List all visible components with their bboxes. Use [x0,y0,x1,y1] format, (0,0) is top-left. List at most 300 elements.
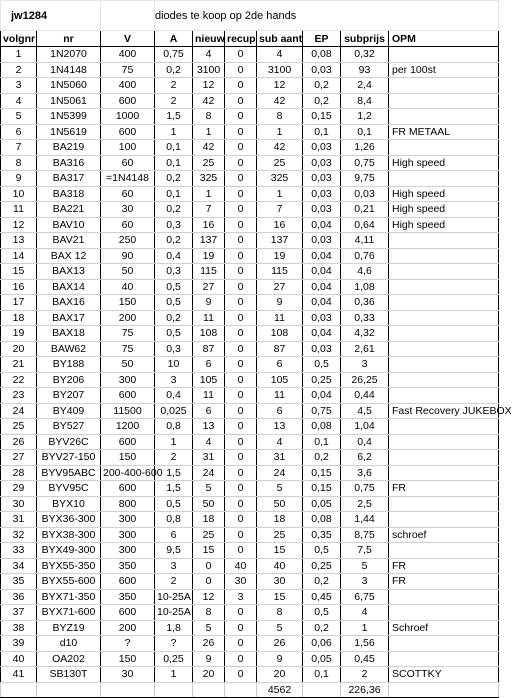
cell-nieuw: 0 [193,574,225,590]
cell-ep: 0,03 [303,155,341,171]
cell-volgnr: 35 [1,574,37,590]
cell-subprijs: 5 [341,558,389,574]
cell-a: 0,5 [155,326,193,342]
table-row [1,93,499,109]
cell-ep: 0,04 [303,217,341,233]
cell-sub-aant: 105 [257,372,303,388]
cell-opm [389,47,499,63]
cell-sub-aant: 25 [257,155,303,171]
cell-nieuw: 11 [193,310,225,326]
table-row [1,357,499,373]
cell-opm: FR [389,574,499,590]
cell-opm [389,357,499,373]
table-row [1,481,499,497]
cell-nr: OA202 [37,651,101,667]
cell-ep: 0,5 [303,357,341,373]
cell-nieuw: 25 [193,155,225,171]
cell-nieuw: 0 [193,558,225,574]
table-row [1,248,499,264]
cell-volgnr: 13 [1,233,37,249]
cell-sub-aant: 20 [257,667,303,683]
cell-volgnr: 12 [1,217,37,233]
totals-row [1,682,499,698]
table-row [1,264,499,280]
cell-subprijs: 0,4 [341,434,389,450]
cell-ep: 0,35 [303,527,341,543]
header-volgnr: volgnr [1,31,37,47]
table-row [1,140,499,156]
cell-nieuw: 11 [193,388,225,404]
cell-nr: 1N4148 [37,62,101,78]
cell-recup: 0 [225,481,257,497]
cell-volgnr: 6 [1,124,37,140]
cell-recup: 0 [225,186,257,202]
cell-subprijs: 7,5 [341,543,389,559]
cell-sub-aant: 15 [257,589,303,605]
header-subprijs: subprijs [341,31,389,47]
cell-volgnr: 15 [1,264,37,280]
cell-a: 10-25A [155,589,193,605]
cell-ep: 0,1 [303,434,341,450]
cell-opm: FR [389,558,499,574]
cell-volgnr: 41 [1,667,37,683]
cell-opm: per 100st [389,62,499,78]
cell-volgnr: 31 [1,512,37,528]
cell-v: 150 [101,651,155,667]
cell-sub-aant: 30 [257,574,303,590]
cell-ep: 0,2 [303,620,341,636]
cell-volgnr: 32 [1,527,37,543]
cell-v: =1N4148 [101,171,155,187]
table-row [1,295,499,311]
cell-a: 2 [155,574,193,590]
cell-opm: High speed [389,186,499,202]
cell-sub-aant: 16 [257,217,303,233]
cell-ep: 0,2 [303,450,341,466]
cell-volgnr: 40 [1,651,37,667]
cell-a: 1 [155,667,193,683]
cell-sub-aant: 50 [257,496,303,512]
table-row [1,310,499,326]
table-row [1,279,499,295]
cell-v: 75 [101,341,155,357]
cell-sub-aant: 325 [257,171,303,187]
cell-nieuw: 20 [193,667,225,683]
cell-sub-aant: 1 [257,186,303,202]
cell-sub-aant: 26 [257,636,303,652]
cell-sub-aant: 13 [257,419,303,435]
cell-nr: BYX38-300 [37,527,101,543]
table-row [1,109,499,125]
cell-opm [389,248,499,264]
cell-sub-aant: 25 [257,527,303,543]
cell-nieuw: 87 [193,341,225,357]
cell-v: 200 [101,310,155,326]
cell-a: 0,1 [155,155,193,171]
cell-subprijs: 0,45 [341,651,389,667]
cell-subprijs: 2,4 [341,78,389,94]
cell-nieuw: 5 [193,481,225,497]
cell-nieuw: 13 [193,419,225,435]
cell-v: 60 [101,217,155,233]
cell-volgnr: 10 [1,186,37,202]
cell-recup: 0 [225,124,257,140]
cell-subprijs: 0,76 [341,248,389,264]
cell-nr: BA221 [37,202,101,218]
table-row [1,326,499,342]
cell-subprijs: 3 [341,574,389,590]
cell-recup: 0 [225,140,257,156]
cell-sub-aant: 5 [257,481,303,497]
cell-nieuw: 9 [193,295,225,311]
cell-nr: BYX10 [37,496,101,512]
table-row [1,527,499,543]
cell-v: 400 [101,47,155,63]
cell-a: 3 [155,372,193,388]
cell-nieuw: 115 [193,264,225,280]
cell-subprijs: 4 [341,605,389,621]
cell-sub-aant: 27 [257,279,303,295]
cell-nr: BY207 [37,388,101,404]
table-row [1,512,499,528]
cell-subprijs: 4,6 [341,264,389,280]
cell-sub-aant: 5 [257,620,303,636]
cell-subprijs: 9,75 [341,171,389,187]
cell-v: 90 [101,248,155,264]
header-sub-aant: sub aant [257,31,303,47]
cell-subprijs: 1,44 [341,512,389,528]
cell-recup: 0 [225,62,257,78]
cell-opm [389,326,499,342]
cell-recup: 0 [225,419,257,435]
cell-opm [389,93,499,109]
cell-subprijs: 2 [341,667,389,683]
cell-recup: 0 [225,47,257,63]
cell-nieuw: 4 [193,434,225,450]
cell-sub-aant: 8 [257,109,303,125]
cell-ep: 0,03 [303,186,341,202]
cell-nieuw: 5 [193,620,225,636]
cell-nr: BA316 [37,155,101,171]
table-row [1,155,499,171]
cell-a: 0,4 [155,248,193,264]
cell-sub-aant: 15 [257,543,303,559]
table-row [1,78,499,94]
cell-recup: 0 [225,512,257,528]
cell-a: 0,1 [155,186,193,202]
cell-sub-aant: 4 [257,434,303,450]
cell-sub-aant: 9 [257,651,303,667]
cell-recup: 0 [225,109,257,125]
header-v: V [101,31,155,47]
cell-nieuw: 19 [193,248,225,264]
header-ep: EP [303,31,341,47]
cell-volgnr: 4 [1,93,37,109]
cell-volgnr: 23 [1,388,37,404]
cell-nieuw: 50 [193,496,225,512]
table-row [1,124,499,140]
table-row [1,465,499,481]
cell-nieuw: 12 [193,589,225,605]
cell-subprijs: 0,44 [341,388,389,404]
cell-nr: BYX55-350 [37,558,101,574]
cell-nr: BAX16 [37,295,101,311]
cell-nieuw: 6 [193,357,225,373]
cell-sub-aant: 6 [257,357,303,373]
cell-ep: 0,15 [303,465,341,481]
cell-recup: 0 [225,651,257,667]
cell-nieuw: 42 [193,93,225,109]
sheet-title: jw1284 [1,1,101,31]
cell-a: 10-25A [155,605,193,621]
cell-ep: 0,04 [303,326,341,342]
cell-sub-aant: 11 [257,310,303,326]
cell-v: 300 [101,543,155,559]
cell-opm: FR [389,481,499,497]
cell-a: ? [155,636,193,652]
cell-sub-aant: 42 [257,140,303,156]
cell-nieuw: 15 [193,543,225,559]
cell-subprijs: 0,75 [341,481,389,497]
cell-recup: 0 [225,155,257,171]
cell-v: 250 [101,233,155,249]
cell-volgnr: 11 [1,202,37,218]
cell-nieuw: 31 [193,450,225,466]
cell-recup: 0 [225,279,257,295]
cell-ep: 0,04 [303,264,341,280]
cell-recup: 0 [225,372,257,388]
cell-nr: BYV26C [37,434,101,450]
cell-v: 800 [101,496,155,512]
cell-a: 0,025 [155,403,193,419]
cell-ep: 0,08 [303,419,341,435]
cell-recup: 40 [225,558,257,574]
table-row [1,543,499,559]
cell-v: 200 [101,620,155,636]
cell-subprijs: 0,03 [341,186,389,202]
cell-nr: 1N2070 [37,47,101,63]
cell-opm [389,295,499,311]
cell-ep: 0,03 [303,140,341,156]
cell-subprijs: 1,08 [341,279,389,295]
table-row [1,450,499,466]
cell-volgnr: 3 [1,78,37,94]
header-nieuw: nieuw [193,31,225,47]
table-row [1,496,499,512]
cell-ep: 0,5 [303,605,341,621]
header-row [1,31,499,47]
table-row [1,186,499,202]
cell-a: 2 [155,78,193,94]
cell-nr: BA219 [37,140,101,156]
cell-recup: 0 [225,217,257,233]
cell-nr: d10 [37,636,101,652]
cell-ep: 0,06 [303,636,341,652]
cell-nieuw: 105 [193,372,225,388]
cell-recup: 0 [225,450,257,466]
table-row [1,341,499,357]
cell-ep: 0,25 [303,558,341,574]
header-recup: recup [225,31,257,47]
cell-nieuw: 6 [193,403,225,419]
cell-opm: FR METAAL [389,124,499,140]
cell-nieuw: 8 [193,605,225,621]
cell-nr: 1N5061 [37,93,101,109]
cell-recup: 0 [225,202,257,218]
cell-ep: 0,05 [303,496,341,512]
cell-subprijs: 8,4 [341,93,389,109]
cell-volgnr: 25 [1,419,37,435]
cell-v: 1000 [101,109,155,125]
cell-v: 600 [101,605,155,621]
cell-opm [389,636,499,652]
cell-recup: 0 [225,543,257,559]
cell-v: 350 [101,589,155,605]
table-row [1,62,499,78]
cell-opm [389,264,499,280]
cell-sub-aant: 3100 [257,62,303,78]
cell-nieuw: 24 [193,465,225,481]
cell-recup: 0 [225,326,257,342]
cell-volgnr: 1 [1,47,37,63]
cell-recup: 0 [225,248,257,264]
cell-v: 400 [101,78,155,94]
cell-subprijs: 1,56 [341,636,389,652]
cell-ep: 0,75 [303,403,341,419]
title-row [1,1,499,31]
cell-nieuw: 1 [193,124,225,140]
cell-v: 300 [101,512,155,528]
cell-a: 1,5 [155,465,193,481]
cell-opm [389,372,499,388]
cell-subprijs: 0,32 [341,47,389,63]
cell-opm [389,543,499,559]
cell-nr: BY527 [37,419,101,435]
cell-opm [389,310,499,326]
cell-a: 0,5 [155,279,193,295]
cell-a: 0,3 [155,217,193,233]
cell-nr: BYX71-600 [37,605,101,621]
table-row [1,171,499,187]
cell-nieuw: 18 [193,512,225,528]
cell-subprijs: 1,2 [341,109,389,125]
cell-volgnr: 28 [1,465,37,481]
cell-sub-aant: 8 [257,605,303,621]
cell-a: 0,4 [155,388,193,404]
table-row [1,558,499,574]
cell-a: 0,8 [155,419,193,435]
cell-opm [389,109,499,125]
cell-volgnr: 2 [1,62,37,78]
cell-v: 50 [101,264,155,280]
cell-volgnr: 30 [1,496,37,512]
cell-subprijs: 0,33 [341,310,389,326]
cell-a: 0,2 [155,202,193,218]
cell-v: 600 [101,388,155,404]
cell-nieuw: 1 [193,186,225,202]
cell-nr: SB130T [37,667,101,683]
cell-a: 0,8 [155,512,193,528]
cell-sub-aant: 11 [257,388,303,404]
cell-v: 40 [101,279,155,295]
table-row [1,233,499,249]
cell-recup: 0 [225,636,257,652]
cell-nr: BAX18 [37,326,101,342]
cell-subprijs: 1,04 [341,419,389,435]
sheet-subtitle: diodes te koop op 2de hands [155,1,499,31]
table-row [1,667,499,683]
cell-nr: BY409 [37,403,101,419]
cell-opm [389,496,499,512]
cell-subprijs: 3,6 [341,465,389,481]
cell-nieuw: 27 [193,279,225,295]
cell-recup: 0 [225,620,257,636]
cell-subprijs: 6,2 [341,450,389,466]
table-row [1,620,499,636]
cell-sub-aant: 18 [257,512,303,528]
cell-subprijs: 0,21 [341,202,389,218]
total-sub-aant: 4562 [257,682,303,698]
table-row [1,574,499,590]
cell-subprijs: 6,75 [341,589,389,605]
cell-nieuw: 7 [193,202,225,218]
table-row [1,217,499,233]
cell-nieuw: 325 [193,171,225,187]
cell-nr: BA318 [37,186,101,202]
cell-opm [389,171,499,187]
cell-nr: BYV95C [37,481,101,497]
cell-a: 0,2 [155,233,193,249]
cell-a: 1 [155,124,193,140]
cell-nr: BAV10 [37,217,101,233]
cell-v: 50 [101,357,155,373]
cell-nieuw: 12 [193,78,225,94]
cell-nr: BYX55-600 [37,574,101,590]
cell-subprijs: 93 [341,62,389,78]
cell-volgnr: 21 [1,357,37,373]
cell-v: 60 [101,155,155,171]
cell-volgnr: 18 [1,310,37,326]
total-subprijs: 226,36 [341,682,389,698]
table-body [1,47,512,683]
cell-nr: BY188 [37,357,101,373]
cell-v: 30 [101,202,155,218]
cell-opm: High speed [389,217,499,233]
cell-ep: 0,04 [303,388,341,404]
cell-a: 2 [155,93,193,109]
cell-volgnr: 33 [1,543,37,559]
cell-ep: 0,03 [303,202,341,218]
cell-recup: 0 [225,496,257,512]
cell-a: 9,5 [155,543,193,559]
cell-subprijs: 2,61 [341,341,389,357]
cell-ep: 0,03 [303,62,341,78]
header-nr: nr [37,31,101,47]
table-row [1,651,499,667]
cell-volgnr: 29 [1,481,37,497]
cell-ep: 0,15 [303,109,341,125]
cell-a: 1,8 [155,620,193,636]
cell-volgnr: 39 [1,636,37,652]
table-row [1,636,499,652]
cell-opm: High speed [389,202,499,218]
cell-ep: 0,04 [303,248,341,264]
cell-volgnr: 20 [1,341,37,357]
cell-a: 2 [155,450,193,466]
cell-volgnr: 17 [1,295,37,311]
cell-nr: BYX49-300 [37,543,101,559]
cell-opm [389,78,499,94]
